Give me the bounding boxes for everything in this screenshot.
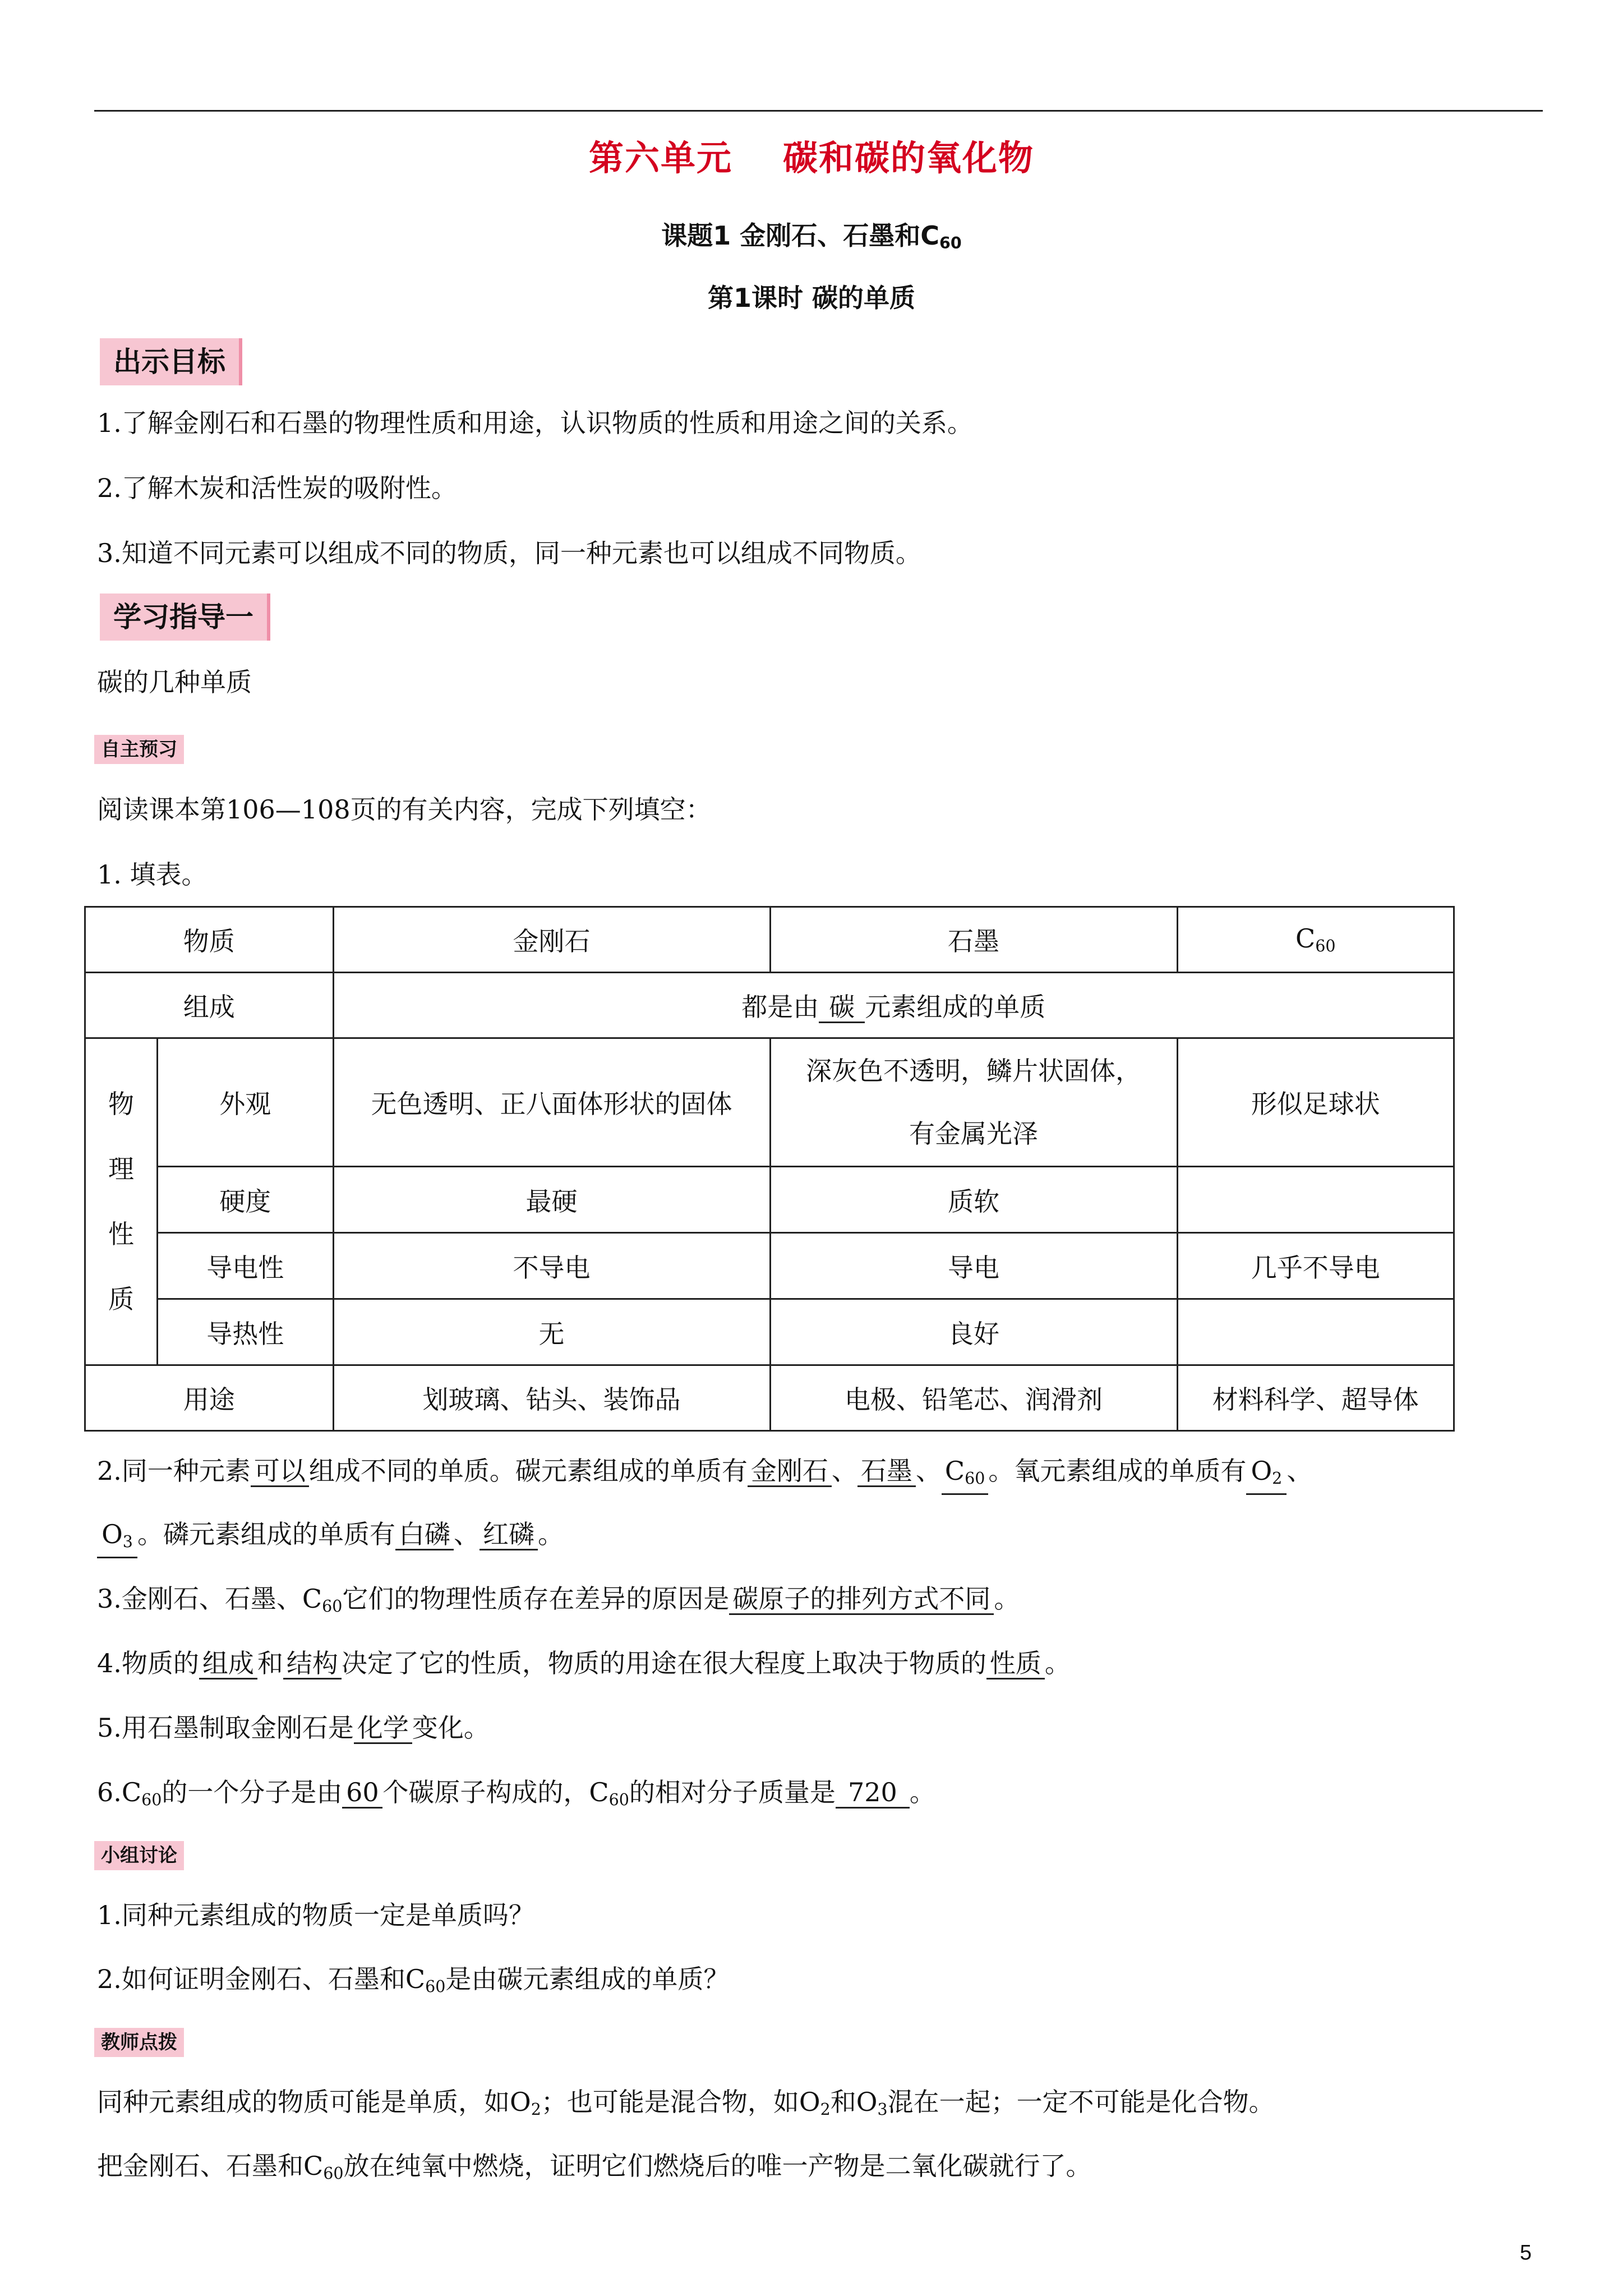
question-1: 1. 填表。 (97, 859, 208, 890)
table-cell (1177, 1299, 1454, 1365)
teacher-note-1: 同种元素组成的物质可能是单质，如$O_2$；也可能是混合物，如$O_2$和$O_3$混在一起；一定不可能是化合物。 (97, 2087, 1275, 2119)
discussion-question-2: 2.如何证明金刚石、石墨和$C_{60}$是由碳元素组成的单质？ (97, 1964, 730, 1996)
table-cell: $C_{60}$ (1177, 907, 1454, 973)
fill-blank: 白磷 (395, 1520, 454, 1550)
question-3: 3.金刚石、石墨、$C_{60}$它们的物理性质存在差异的原因是 碳原子的排列方式不同 。 (97, 1584, 1020, 1616)
table-cell: 组成 (85, 973, 334, 1038)
table-cell: 物质 (85, 907, 334, 973)
section-goals-label: 出示目标 (100, 338, 242, 385)
fill-blank: 金刚石 (748, 1456, 832, 1487)
table-cell: 深灰色不透明，鳞片状固体， 有金属光泽 (770, 1038, 1177, 1167)
period-title: 第1课时 碳的单质 (707, 283, 916, 313)
table-cell: 划玻璃、钻头、装饰品 (333, 1365, 770, 1431)
table-cell: 导电 (770, 1233, 1177, 1299)
fill-blank: $O_2$ (1246, 1456, 1287, 1495)
unit-title-name: 碳和碳的氧化物 (783, 137, 1035, 178)
table-cell: 导电性 (157, 1233, 333, 1299)
discussion-tag: 小组讨论 (94, 1841, 184, 1870)
fill-blank: $O_3$ (97, 1520, 137, 1558)
table-cell: 材料科学、超导体 (1177, 1365, 1454, 1431)
section-guide1-label: 学习指导一 (100, 593, 270, 641)
table-cell: 形似足球状 (1177, 1038, 1454, 1167)
goal-item-2: 2.了解木炭和活性炭的吸附性。 (97, 473, 457, 503)
table-row (85, 1038, 1454, 1167)
table-cell: 用途 (85, 1365, 334, 1431)
table-row (85, 907, 1454, 973)
physical-properties-label: 物 理 性 质 (85, 1038, 158, 1365)
carbon-allotropes-table (84, 906, 1455, 1432)
page-number: 5 (1520, 2241, 1532, 2265)
fill-blank: 石墨 (857, 1456, 916, 1487)
teacher-note-2: 把金刚石、石墨和$C_{60}$放在纯氧中燃烧，证明它们燃烧后的唯一产物是二氧化碳就行了。 (97, 2151, 1092, 2183)
table-cell: 几乎不导电 (1177, 1233, 1454, 1299)
table-cell: 电极、铅笔芯、润滑剂 (770, 1365, 1177, 1431)
unit-title (0, 130, 1623, 180)
table-cell: 硬度 (157, 1167, 333, 1233)
table-row (85, 1299, 1454, 1365)
preview-tag: 自主预习 (94, 735, 184, 764)
table-cell: 都是由 碳 元素组成的单质 (333, 973, 1454, 1038)
question-6: $6.C_{60}$的一个分子是由 60 个碳原子构成的，$C_{60}$的相对分子质量是 720 。 (97, 1777, 935, 1810)
table-cell: 不导电 (333, 1233, 770, 1299)
table-row (85, 973, 1454, 1038)
fill-blank: 化学 (354, 1713, 412, 1744)
fill-blank: 结构 (283, 1649, 342, 1680)
table-cell: 质软 (770, 1167, 1177, 1233)
fill-blank: 红磷 (479, 1520, 538, 1550)
table-row (85, 1167, 1454, 1233)
fill-blank: 碳原子的排列方式不同 (729, 1584, 994, 1615)
fill-blank: 碳 (819, 992, 865, 1023)
fill-blank: 60 (342, 1778, 382, 1809)
fill-blank: 组成 (199, 1649, 257, 1680)
table-cell: 最硬 (333, 1167, 770, 1233)
question-2-line-2: $O_3$ 。磷元素组成的单质有 白磷 、 红磷 。 (97, 1517, 564, 1558)
preview-intro: 阅读课本第106—108页的有关内容，完成下列填空： (97, 794, 712, 825)
fill-blank: $C_{60}$ (942, 1456, 989, 1495)
table-cell: 良好 (770, 1299, 1177, 1365)
fill-blank: 720 (836, 1778, 910, 1809)
unit-title-number: 第六单元 (588, 137, 732, 178)
question-4: 4.物质的 组成 和 结构 决定了它的性质，物质的用途在很大程度上取决于物质的 性质 。 (97, 1648, 1071, 1678)
table-cell: 无色透明、正八面体形状的固体 (333, 1038, 770, 1167)
table-row (85, 1233, 1454, 1299)
teacher-tag: 教师点拨 (94, 2028, 184, 2057)
discussion-question-1: 1.同种元素组成的物质一定是单质吗？ (97, 1900, 534, 1930)
table-cell: 导热性 (157, 1299, 333, 1365)
guide1-topic: 碳的几种单质 (97, 667, 252, 697)
fill-blank: 可以 (251, 1456, 309, 1487)
fill-blank: 性质 (986, 1649, 1045, 1680)
table-cell (1177, 1167, 1454, 1233)
goal-item-3: 3.知道不同元素可以组成不同的物质，同一种元素也可以组成不同物质。 (97, 538, 921, 568)
table-cell: 石墨 (770, 907, 1177, 973)
top-rule (94, 110, 1543, 112)
table-cell: 外观 (157, 1038, 333, 1167)
table-row (85, 1365, 1454, 1431)
goal-item-1: 1.了解金刚石和石墨的物理性质和用途，认识物质的性质和用途之间的关系。 (97, 408, 973, 438)
table-cell: 金刚石 (333, 907, 770, 973)
table-cell: 无 (333, 1299, 770, 1365)
question-5: 5.用石墨制取金刚石是 化学 变化。 (97, 1713, 490, 1743)
lesson-title: 课题1 金刚石、石墨和$C_{60}$ (661, 220, 962, 253)
question-2-line-1: 2.同一种元素 可以 组成不同的单质。碳元素组成的单质有 金刚石 、 石墨 、 $C_{60}$ 。氧元素组成的单质有 $O_2$ 、 (97, 1454, 1312, 1495)
